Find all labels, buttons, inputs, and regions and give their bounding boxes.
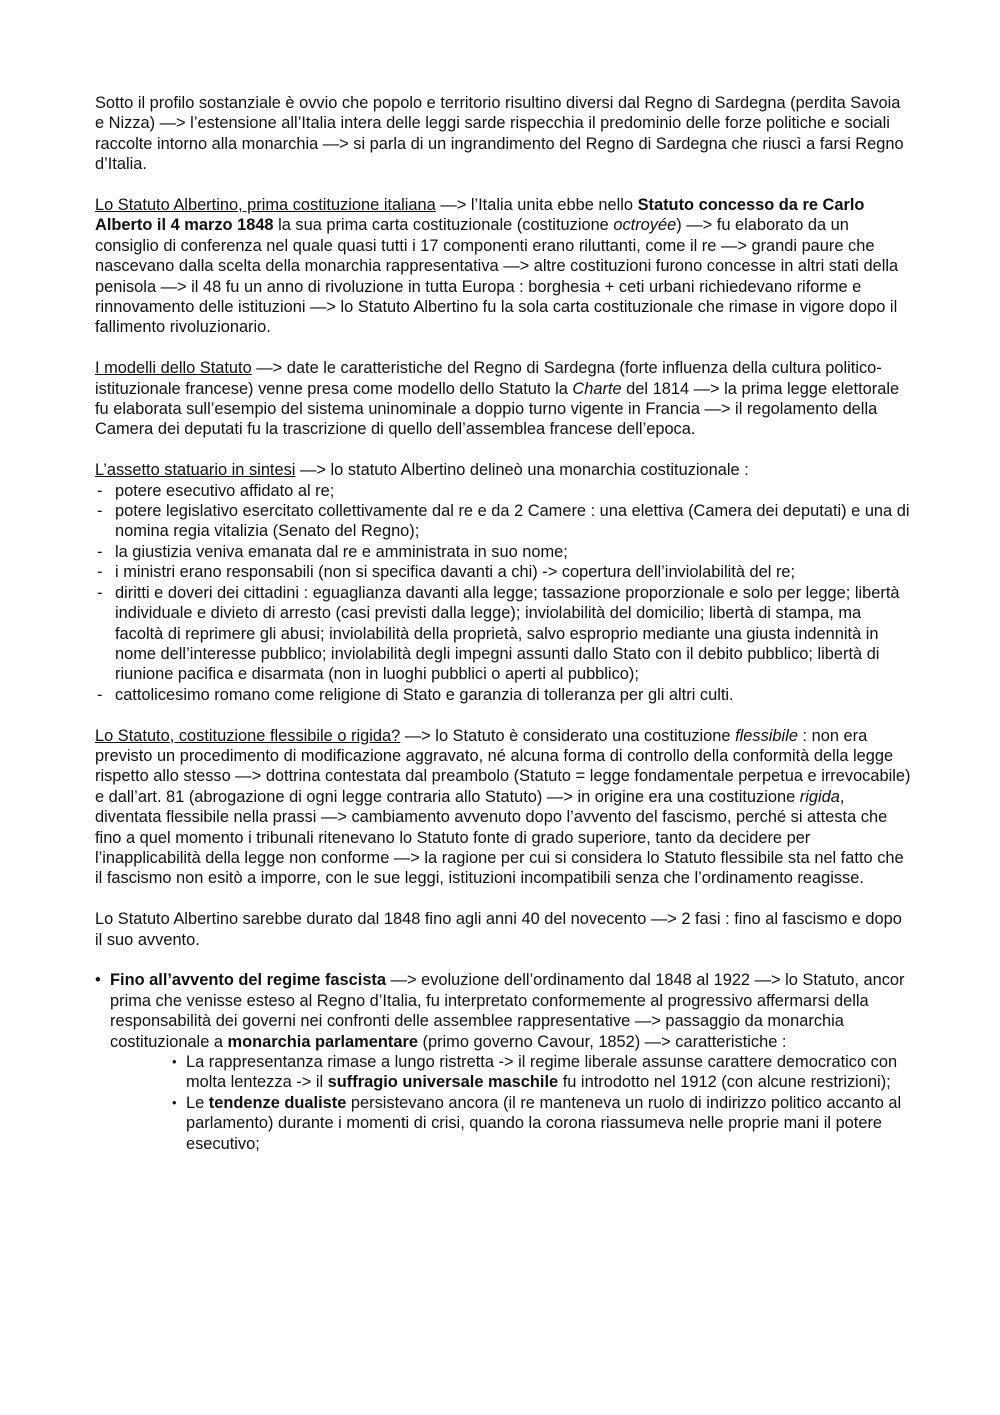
sub-bullet-list bbox=[110, 1052, 912, 1154]
list-item: - diritti e doveri dei cittadini : eguaglianza davanti alla legge; tassazione proporzionale e solo per legge; libertà individuale e divieto di arresto (casi previsti dalla legge); inviolabilità del domicilio; libertà di stampa, ma facoltà di reprimere gli abusi; inviolabilità della proprietà, salvo esproprio mediante una giusta indennità in nome dell’interesse pubblico; inviolabilità degli impegni assunti dallo Stato con il debito pubblico; libertà di riunione pacifica e disarmata (non in luoghi pubblici o aperti al pubblico); bbox=[95, 583, 912, 685]
section-heading-flessibile: Lo Statuto, costituzione flessibile o rigida? bbox=[95, 726, 401, 745]
paragraph-statuto-albertino: Lo Statuto Albertino, prima costituzione italiana —> l’Italia unita ebbe nello Statuto concesso da re Carlo Alberto il 4 marzo 1848 la sua prima carta costituzionale (costituzione octroyée) —> fu elaborato da un consiglio di conferenza nel quale quasi tutti i 17 componenti erano riluttanti, come il re —> grandi paure che nascevano dalla scelta della monarchia rappresentativa —> altre costituzioni furono concesse in altri stati della penisola —> il 48 fu un anno di rivoluzione in tutta Europa : borghesia + ceti urbani richiedevano riforme e rinnovamento delle istituzioni —> lo Statuto Albertino fu la sola carta costituzionale che rimase in vigore dopo il fallimento rivoluzionario. bbox=[95, 196, 899, 337]
section-assetto bbox=[95, 460, 912, 705]
list-item: • Le tendenze dualiste persistevano ancora (il re manteneva un ruolo di indirizzo politico accanto al parlamento) durante i momenti di crisi, quando la corona riassumeva nelle proprie mani il potere esecutivo; bbox=[170, 1093, 912, 1154]
list-item: - potere legislativo esercitato collettivamente dal re e da 2 Camere : una elettiva (Camera dei deputati) e una di nomina regia vitalizia (Senato del Regno); bbox=[95, 501, 912, 542]
paragraph-durata: Lo Statuto Albertino sarebbe durato dal 1848 fino agli anni 40 del novecento —> 2 fasi : fino al fascismo e dopo il suo avvento. bbox=[95, 910, 902, 949]
list-item: • Fino all’avvento del regime fascista —> evoluzione dell’ordinamento dal 1848 al 1922 —> lo Statuto, ancor prima che venisse esteso al Regno d’Italia, fu interpretato conformemente al progressivo affermarsi della responsabilità dei governi nei confronti delle assemblee rappresentative —> passaggio da monarchia costituzionale a monarchia parlamentare (primo governo Cavour, 1852) —> caratteristiche : • La rappresentanza rimase a lungo ristretta -> il regime liberale assunse carattere democratico con molta lentezza -> il suffragio universale maschile fu introdotto nel 1912 (con alcune restrizioni); • Le tendenze dualiste persistevano ancora (il re manteneva un ruolo di indirizzo politico accanto al parlamento) durante i momenti di crisi, quando la corona riassumeva nelle proprie mani il potere esecutivo; bbox=[95, 970, 912, 1154]
list-item: - la giustizia veniva emanata dal re e amministrata in suo nome; bbox=[95, 542, 912, 562]
paragraph-intro: Sotto il profilo sostanziale è ovvio che popolo e territorio risultino diversi dal Regno di Sardegna (perdita Savoia e Nizza) —> l’estensione all’Italia intera delle leggi sarde rispecchia il predominio delle forze politiche e sociali raccolte intorno alla monarchia —> si parla di un ingrandimento del Regno di Sardegna che riuscì a farsi Regno d’Italia. bbox=[95, 94, 904, 174]
list-item: - cattolicesimo romano come religione di Stato e garanzia di tolleranza per gli altri culti. bbox=[95, 685, 912, 705]
list-item: - i ministri erano responsabili (non si specifica davanti a chi) -> copertura dell’inviolabilità del re; bbox=[95, 562, 912, 582]
section-heading-statuto-albertino: Lo Statuto Albertino, prima costituzione italiana bbox=[95, 196, 436, 215]
paragraph-modelli: I modelli dello Statuto —> date le caratteristiche del Regno di Sardegna (forte influenza della cultura politico-istituzionale francese) venne presa come modello dello Statuto la Charte del 1814 —> la prima legge elettorale fu elaborata sull’esempio del sistema uninominale a doppio turno vigente in Francia —> il regolamento della Camera dei deputati fu la trascrizione di quello dell’assemblea francese dell’epoca. bbox=[95, 359, 900, 439]
list-item: - potere esecutivo affidato al re; bbox=[95, 481, 912, 501]
paragraph-assetto-intro: L’assetto statuario in sintesi —> lo statuto Albertino delineò una monarchia costituzionale : bbox=[95, 461, 749, 480]
paragraph-flessibile: Lo Statuto, costituzione flessibile o rigida? —> lo Statuto è considerato una costituzione flessibile : non era previsto un procedimento di modificazione aggravato, né alcuna forma di controllo della conformità della legge rispetto allo stesso —> dottrina contestata dal preambolo (Statuto = legge fondamentale perpetua e irrevocabile) e dall’art. 81 (abrogazione di ogni legge contraria allo Statuto) —> in origine era una costituzione rigida, diventata flessibile nella prassi —> cambiamento avvenuto dopo l’avvento del fascismo, perché si attesta che fino a quel momento i tribunali ritenevano lo Statuto fonte di grado superiore, tanto da decidere per l’inapplicabilità della legge non conforme —> la ragione per cui si considera lo Statuto flessibile sta nel fatto che il fascismo non esitò a imporre, con le sue leggi, istituzioni incompatibili senza che l’ordinamento reagisse. bbox=[95, 726, 911, 888]
section-heading-modelli: I modelli dello Statuto bbox=[95, 359, 252, 378]
dash-list-assetto bbox=[95, 481, 912, 705]
section-heading-assetto: L’assetto statuario in sintesi bbox=[95, 461, 296, 480]
bullet-list-fasi bbox=[95, 970, 912, 1154]
list-item: • La rappresentanza rimase a lungo ristretta -> il regime liberale assunse carattere democratico con molta lentezza -> il suffragio universale maschile fu introdotto nel 1912 (con alcune restrizioni); bbox=[170, 1052, 912, 1093]
